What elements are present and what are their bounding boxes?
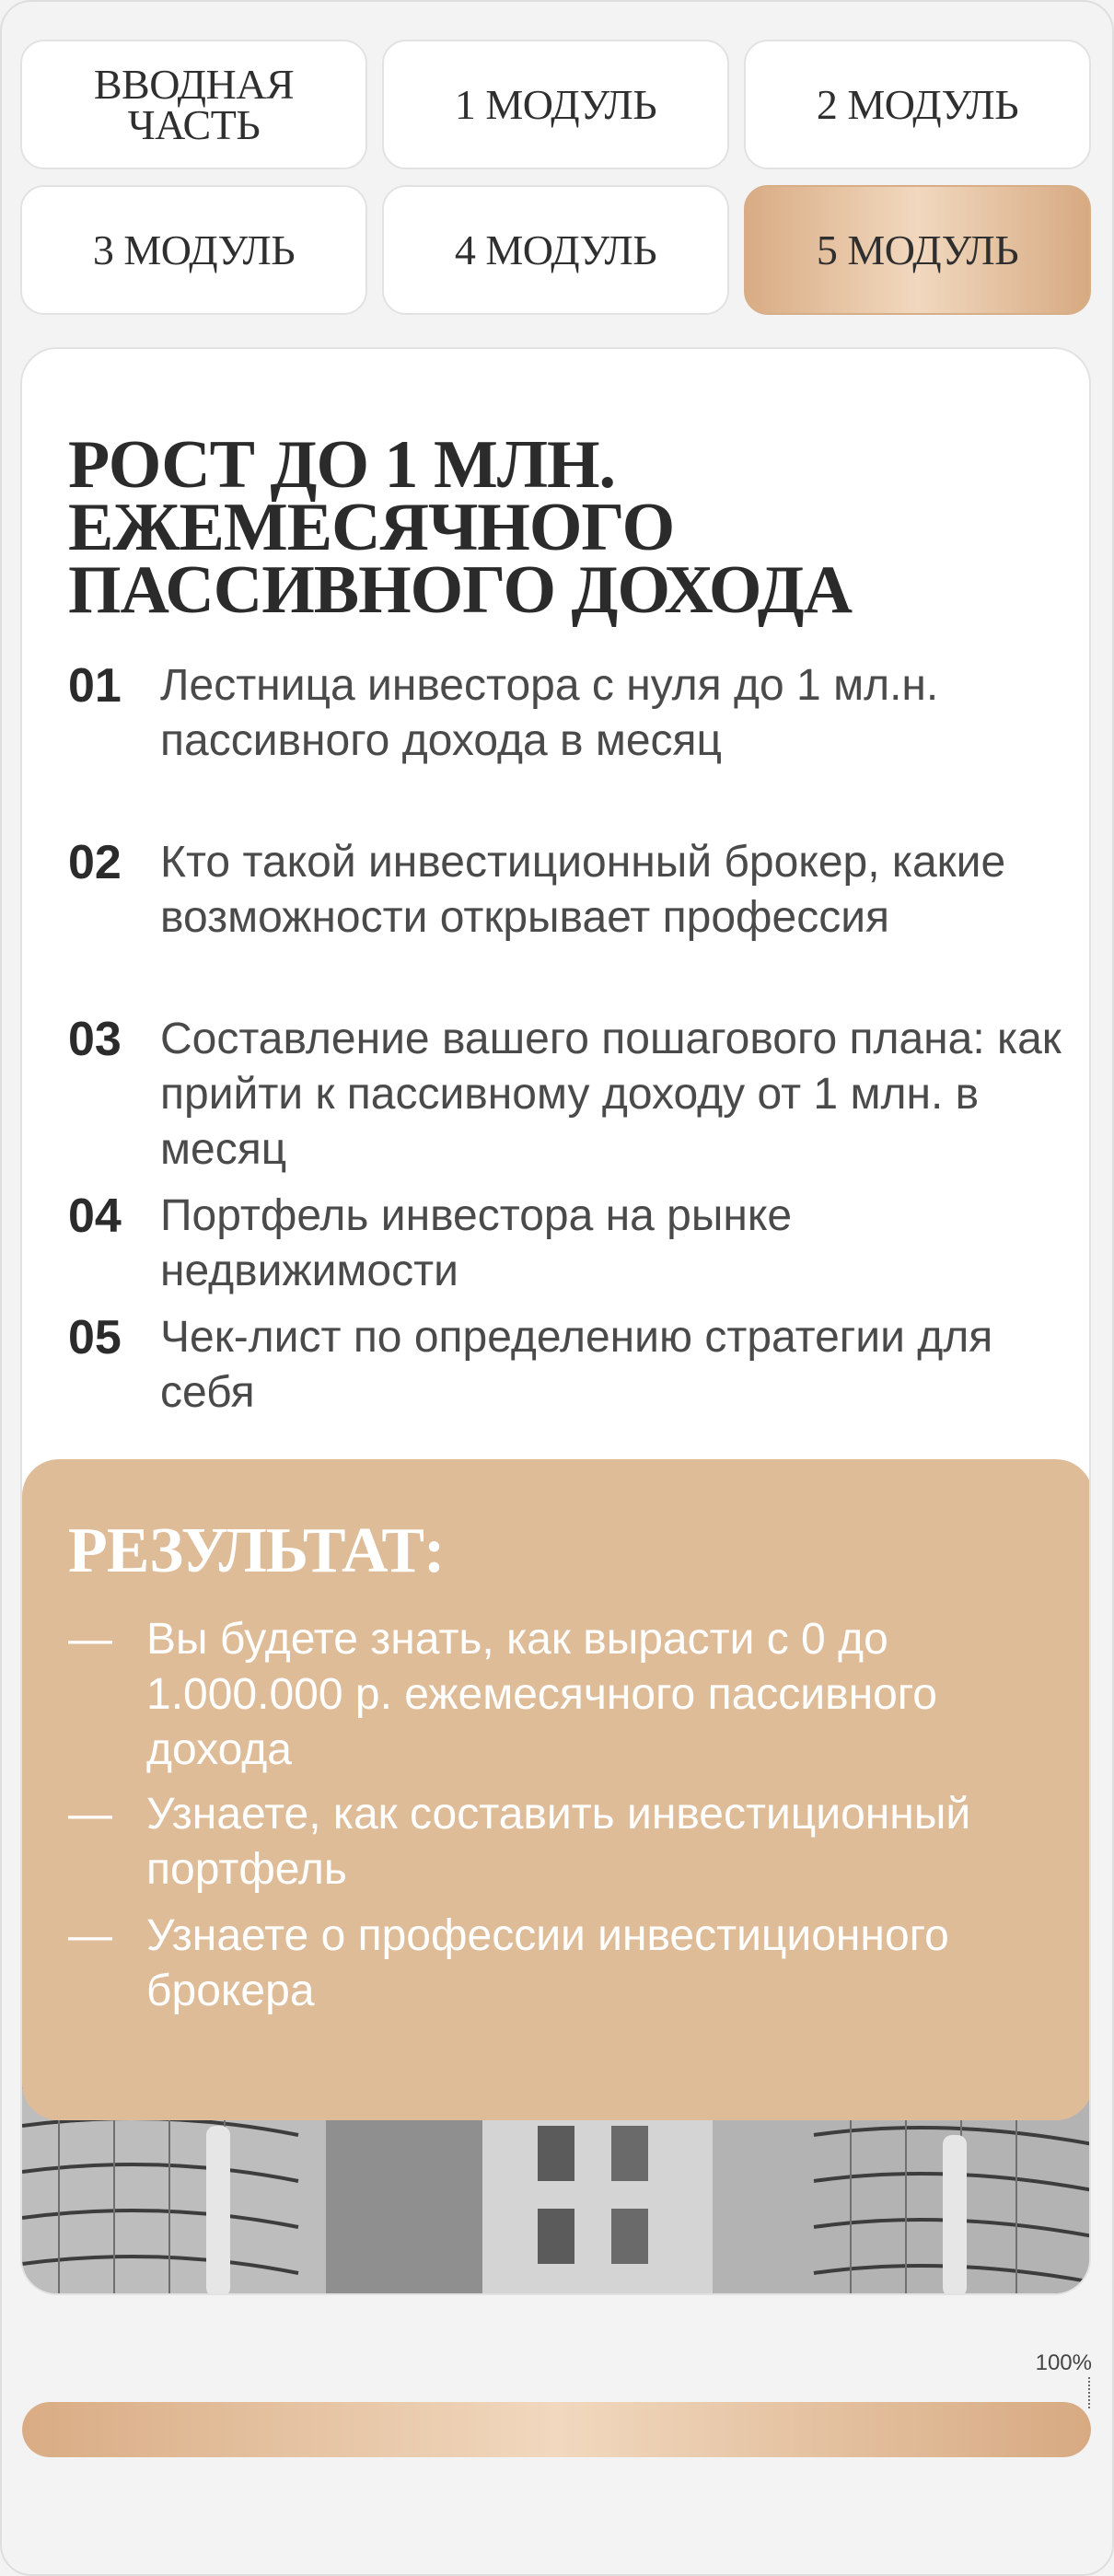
result-box (22, 1459, 1091, 2120)
progress-fill (22, 2402, 1091, 2457)
dash-icon: — (68, 1911, 112, 1960)
item-number: 03 (68, 1013, 122, 1066)
item-number: 01 (68, 659, 122, 713)
tab-module-1[interactable]: 1 МОДУЛЬ (382, 40, 729, 169)
module-tabs (20, 40, 1091, 315)
item-text: Портфель инвестора на рынке недвижимости (160, 1191, 793, 1295)
tab-module-3[interactable]: 3 МОДУЛЬ (20, 185, 367, 315)
module-title: РОСТ ДО 1 МЛН. ЕЖЕМЕСЯЧНОГО ПАССИВНОГО ДОХОДА (68, 427, 853, 628)
result-title: РЕЗУЛЬТАТ: (68, 1515, 445, 1586)
item-number: 02 (68, 836, 122, 889)
dash-icon: — (68, 1615, 112, 1664)
result-text: Узнаете о профессии инвестиционного брокера (146, 1911, 949, 2015)
tab-module-4[interactable]: 4 МОДУЛЬ (382, 185, 729, 315)
tab-intro[interactable]: ВВОДНАЯ ЧАСТЬ (20, 40, 367, 169)
tab-module-5[interactable]: 5 МОДУЛЬ (744, 185, 1091, 315)
progress-marker (1088, 2377, 1090, 2408)
dash-icon: — (68, 1790, 112, 1839)
list-item (68, 835, 1072, 946)
item-number: 05 (68, 1311, 122, 1364)
item-number: 04 (68, 1189, 122, 1243)
result-item (68, 1612, 1044, 1778)
item-text: Лестница инвестора с нуля до 1 мл.н. пассивного дохода в месяц (160, 661, 939, 765)
list-item (68, 1012, 1072, 1178)
item-text: Кто такой инвестиционный брокер, какие возможности открывает профессия (160, 838, 1006, 942)
list-item (68, 1189, 1072, 1299)
list-item (68, 658, 1072, 769)
item-text: Чек-лист по определению стратегии для себя (160, 1313, 993, 1417)
list-item (68, 1310, 1072, 1421)
result-text: Узнаете, как составить инвестиционный портфель (146, 1790, 971, 1894)
tab-module-2[interactable]: 2 МОДУЛЬ (744, 40, 1091, 169)
result-item (68, 1909, 1044, 2019)
result-item (68, 1787, 1044, 1897)
progress-bar (22, 2402, 1091, 2457)
progress-percent: 100% (1035, 2350, 1092, 2375)
item-text: Составление вашего пошагового плана: как прийти к пассивному доходу от 1 млн. в месяц (160, 1015, 1062, 1174)
module-card (20, 347, 1091, 2295)
result-text: Вы будете знать, как вырасти с 0 до 1.000.000 р. ежемесячного пассивного дохода (146, 1615, 937, 1774)
